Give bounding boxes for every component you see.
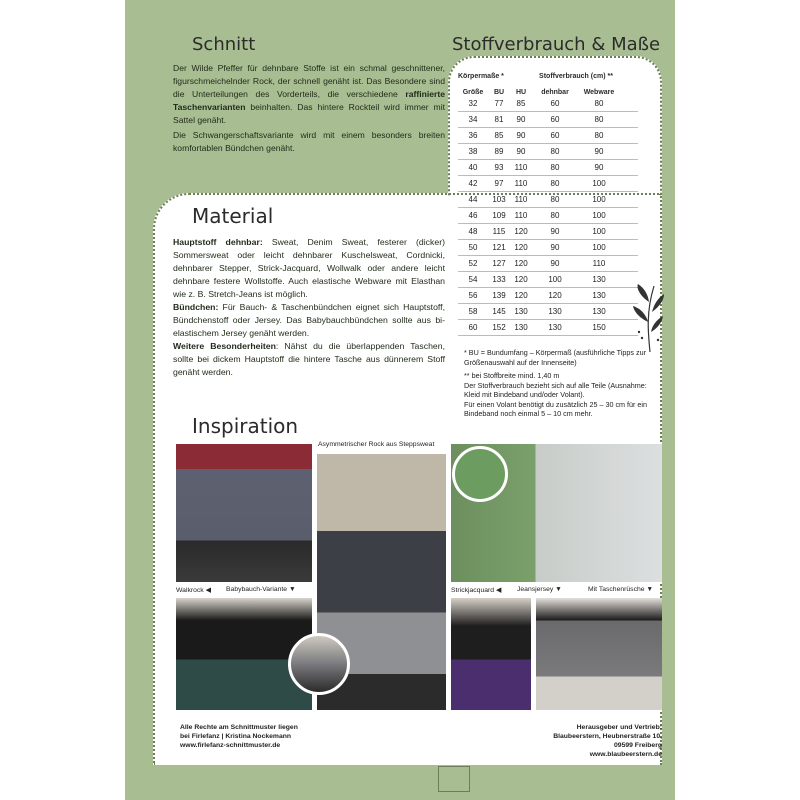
table-cell: 100	[548, 275, 562, 284]
table-cell: 80	[550, 147, 560, 156]
table-cell: 44	[468, 195, 478, 204]
table-row	[458, 256, 638, 272]
schnitt-bold: raffinierte Taschenvarianten	[173, 89, 445, 112]
table-group-header	[458, 66, 638, 80]
credit-line: 09599 Freiberg	[614, 742, 662, 749]
table-cell: 109	[492, 211, 506, 220]
table-cell: 120	[548, 291, 562, 300]
table-cell: 120	[514, 243, 528, 252]
footnote-2: ** bei Stoffbreite mind. 1,40 m	[464, 371, 560, 380]
table-cell: 56	[468, 291, 478, 300]
stoffverbrauch-title: Stoffverbrauch & Maße	[452, 34, 661, 55]
table-cell: 115	[492, 227, 506, 236]
schnitt-title: Schnitt	[192, 34, 256, 55]
table-cell: 127	[492, 259, 506, 268]
table-cell: 100	[592, 195, 606, 204]
table-cell: 80	[594, 131, 604, 140]
credit-line: bei Firlefanz | Kristina Nockemann	[180, 733, 292, 740]
table-cell: 80	[550, 163, 560, 172]
table-cell: 90	[594, 163, 604, 172]
table-cell: 90	[550, 243, 560, 252]
table-cell: 32	[468, 99, 478, 108]
table-cell: 90	[516, 147, 526, 156]
table-cell: 34	[468, 115, 478, 124]
table-cell: 130	[514, 307, 528, 316]
table-cell: 54	[468, 275, 478, 284]
table-row	[458, 128, 638, 144]
table-head-left: Körpermaße *	[458, 73, 504, 80]
table-cell: 120	[514, 291, 528, 300]
table-cell: 80	[594, 115, 604, 124]
table-cell: 77	[494, 99, 504, 108]
table-cell: 110	[514, 163, 528, 172]
table-row	[458, 272, 638, 288]
table-cell: 52	[468, 259, 478, 268]
plant-illustration-icon	[630, 282, 666, 352]
table-cell: 152	[492, 323, 506, 332]
table-row	[458, 144, 638, 160]
table-cell: 50	[468, 243, 478, 252]
material-text	[173, 236, 445, 379]
table-cell: 60	[468, 323, 478, 332]
table-cell: 60	[550, 99, 560, 108]
table-row	[458, 112, 638, 128]
footnote-3: Der Stoffverbrauch bezieht sich auf alle Teile (Ausnahme: Kleid mit Bindeband und/oder Volant).	[464, 380, 647, 399]
table-cell: 89	[494, 147, 504, 156]
page-margin-left	[0, 0, 125, 800]
material-t3: : Nähst du die überlappenden Taschen, sollte bei dickem Hauptstoff die hintere Tasche aus dünnerem Stoff genäht werden.	[173, 341, 445, 377]
material-t1: Sweat, Denim Sweat, festerer (dicker) Sommersweat oder leicht dehnbarer Kuschelsweat, Cordnicki, dehnbarer Stepper, Strick-Jacquard, Wollwalk oder andere leicht dehnbare festere Wollstoffe. Auch elastische Webware mit Elasthan wie z. B. Stretch-Jeans ist möglich.	[173, 237, 445, 299]
col-bu: BU	[493, 89, 505, 96]
table-row	[458, 304, 638, 320]
table-cell: 133	[492, 275, 506, 284]
table-row	[458, 240, 638, 256]
table-cell: 130	[592, 275, 606, 284]
table-cell: 97	[494, 179, 504, 188]
table-cell: 80	[550, 211, 560, 220]
col-dehnbar: dehnbar	[541, 89, 569, 96]
table-cell: 58	[468, 307, 478, 316]
table-cell: 60	[550, 131, 560, 140]
table-cell: 130	[548, 307, 562, 316]
table-row	[458, 160, 638, 176]
schnitt-p1-tail: beinhalten. Das hintere Rockteil wird immer mit Sattel genäht.	[173, 102, 445, 125]
credits-right	[540, 723, 662, 759]
schnitt-text	[173, 62, 445, 157]
table-cell: 103	[492, 195, 506, 204]
table-row	[458, 192, 638, 208]
table-cell: 42	[468, 179, 478, 188]
caption-strickjacquard: Strickjacquard ◀	[451, 587, 502, 594]
table-row	[458, 96, 638, 112]
photo-walkrock	[176, 444, 312, 582]
col-hu: HU	[515, 89, 527, 96]
credit-line: Alle Rechte am Schnittmuster liegen	[180, 724, 298, 731]
photo-detail-circle	[288, 633, 350, 695]
table-cell: 46	[468, 211, 478, 220]
table-cell: 139	[492, 291, 506, 300]
table-cell: 60	[550, 115, 560, 124]
table-cell: 90	[550, 227, 560, 236]
footnotes	[464, 348, 656, 423]
material-h3: Weitere Besonderheiten	[173, 341, 276, 351]
table-cell: 48	[468, 227, 478, 236]
table-cell: 150	[592, 323, 606, 332]
table-cell: 100	[592, 211, 606, 220]
table-cell: 130	[548, 323, 562, 332]
photo-strickjacquard	[451, 598, 531, 710]
table-header	[458, 80, 638, 96]
credit-link[interactable]: www.firlefanz-schnittmuster.de	[180, 742, 281, 749]
caption-walkrock: Walkrock ◀	[176, 587, 211, 594]
page-margin-right	[675, 0, 800, 800]
table-cell: 110	[592, 259, 606, 268]
table-cell: 90	[516, 115, 526, 124]
schnitt-p2: Die Schwangerschaftsvariante wird mit einem besonders breiten komfortablen Bündchen genäht.	[173, 130, 445, 153]
table-body	[458, 96, 638, 336]
table-cell: 110	[514, 211, 528, 220]
table-cell: 90	[594, 147, 604, 156]
table-cell: 100	[592, 179, 606, 188]
table-row	[458, 320, 638, 336]
table-cell: 93	[494, 163, 504, 172]
table-cell: 36	[468, 131, 478, 140]
footnote-4: Für einen Volant benötigt du zusätzlich 25 – 30 cm für ein Bindeband noch einmal 5 – 10 cm mehr.	[464, 399, 647, 418]
schnitt-p1: Der Wilde Pfeffer für dehnbare Stoffe ist ein schmal geschnittener, figurschmeichelnder Rock, der schnell genäht ist. Das Besondere sind die Unterteilungen des Vorderteils, die verschiedene	[173, 63, 445, 99]
table-cell: 130	[514, 323, 528, 332]
caption-taschenruesche: Mit Taschenrüsche ▼	[588, 586, 654, 593]
credit-line: Herausgeber und Vertrieb:	[576, 724, 662, 731]
table-cell: 130	[592, 291, 606, 300]
photo-detail-circle-green	[452, 446, 508, 502]
table-row	[458, 224, 638, 240]
footnote-1: * BU = Bundumfang – Körpermaß (ausführliche Tipps zur Größenauswahl auf der Innenseite)	[464, 348, 646, 367]
table-cell: 80	[550, 179, 560, 188]
table-cell: 100	[592, 243, 606, 252]
credit-line: Blaubeerstern, Heubnerstraße 10,	[553, 733, 662, 740]
table-cell: 40	[468, 163, 478, 172]
table-cell: 38	[468, 147, 478, 156]
caption-babybauch: Babybauch-Variante ▼	[226, 586, 296, 593]
material-t2: Für Bauch- & Taschenbündchen eignet sich Hauptstoff, Bündchenstoff oder Jersey. Das Babybauchbündchen sollte aus bi-elastischem Jersey genäht werden.	[173, 302, 445, 338]
page-tab-marker	[438, 766, 470, 792]
table-cell: 110	[514, 179, 528, 188]
table-cell: 120	[514, 227, 528, 236]
inspiration-title: Inspiration	[192, 414, 299, 438]
table-cell: 85	[516, 99, 526, 108]
table-row	[458, 176, 638, 192]
table-cell: 100	[592, 227, 606, 236]
credits-left	[180, 723, 298, 750]
material-title: Material	[192, 204, 274, 228]
table-row	[458, 288, 638, 304]
table-cell: 90	[550, 259, 560, 268]
table-cell: 120	[514, 259, 528, 268]
photo-taschenruesche	[536, 598, 662, 710]
col-webware: Webware	[583, 89, 615, 96]
caption-asymmetrisch: Asymmetrischer Rock aus Steppsweat	[318, 441, 435, 448]
table-cell: 110	[514, 195, 528, 204]
table-row	[458, 208, 638, 224]
material-h1: Hauptstoff dehnbar:	[173, 237, 263, 247]
table-cell: 121	[492, 243, 506, 252]
table-cell: 80	[594, 99, 604, 108]
table-cell: 90	[516, 131, 526, 140]
table-cell: 130	[592, 307, 606, 316]
table-cell: 145	[492, 307, 506, 316]
table-cell: 81	[494, 115, 504, 124]
material-h2: Bündchen:	[173, 302, 219, 312]
credit-link[interactable]: www.blaubeerstern.de	[589, 751, 662, 758]
table-cell: 85	[494, 131, 504, 140]
size-table	[458, 66, 638, 336]
table-cell: 120	[514, 275, 528, 284]
col-groesse: Größe	[462, 89, 484, 96]
caption-jeansjersey: Jeansjersey ▼	[517, 586, 562, 593]
table-head-right: Stoffverbrauch (cm) **	[539, 73, 613, 80]
table-cell: 80	[550, 195, 560, 204]
